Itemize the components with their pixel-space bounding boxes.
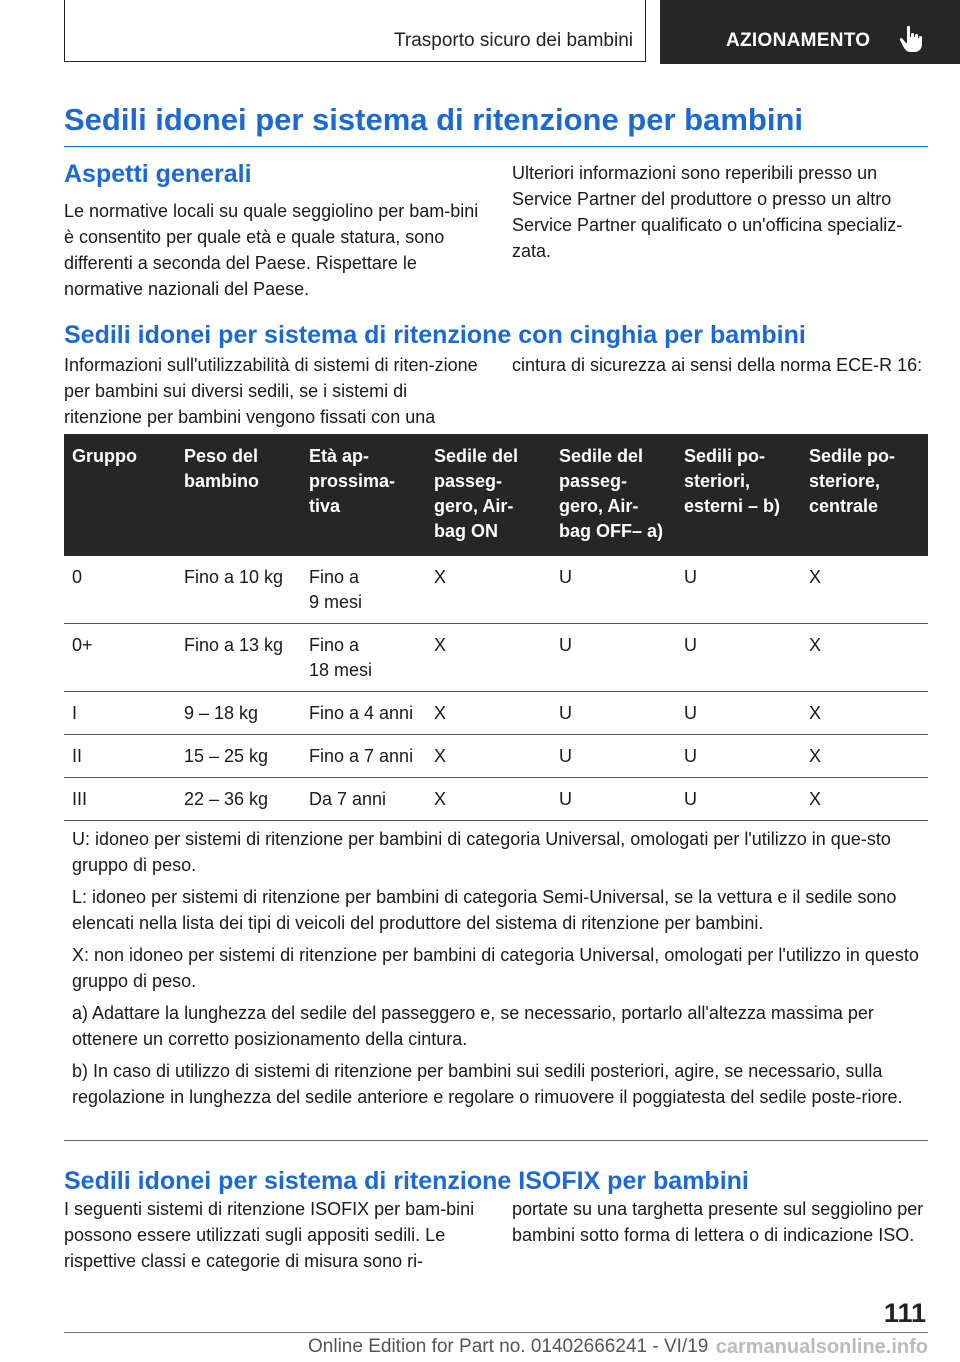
table-cell: X [801, 735, 928, 778]
table-header-cell: Sedile del passeg-gero, Air-bag OFF– a) [551, 434, 676, 556]
table-cell: X [801, 692, 928, 735]
general-heading: Aspetti generali [64, 160, 252, 188]
table-cell: U [551, 735, 676, 778]
table-header-cell: Età ap-prossima-tiva [301, 434, 426, 556]
table-cell: U [551, 624, 676, 692]
table-cell: X [801, 624, 928, 692]
table-cell: U [551, 556, 676, 624]
isofix-right-text: portate su una targhetta presente sul seggiolino per bambini sotto forma di lettera o di indicazione ISO. [512, 1199, 924, 1245]
header-chapter-title: AZIONAMENTO [726, 30, 871, 51]
belt-heading: Sedili idonei per sistema di ritenzione con cinghia per bambini [64, 321, 806, 349]
header-chapter-tab [660, 0, 960, 64]
table-header-cell: Sedili po-steriori, esterni – b) [676, 434, 801, 556]
table-cell: 0+ [64, 624, 176, 692]
table-row [64, 556, 928, 624]
table-cell: 15 – 25 kg [176, 735, 301, 778]
general-right-column [512, 160, 928, 264]
table-cell: U [676, 624, 801, 692]
table-row [64, 778, 928, 821]
table-cell: I [64, 692, 176, 735]
table-cell: 9 – 18 kg [176, 692, 301, 735]
table-cell: Fino a 10 kg [176, 556, 301, 624]
table-header-cell: Sedile del passeg-gero, Air-bag ON [426, 434, 551, 556]
footer-divider [64, 1332, 928, 1333]
table-cell: Fino a 9 mesi [301, 556, 426, 624]
table-cell: Fino a 4 anni [301, 692, 426, 735]
table-cell: 22 – 36 kg [176, 778, 301, 821]
note-x: X: non idoneo per sistemi di ritenzione per bambini di categoria Universal, omologati per l'utilizzo in questo gruppo di peso. [72, 945, 919, 991]
general-left-column [64, 198, 480, 302]
table-header-row [64, 434, 928, 556]
table-cell: X [801, 556, 928, 624]
table-header-cell: Gruppo [64, 434, 176, 556]
notes-divider [64, 1140, 928, 1141]
belt-left-column [64, 352, 484, 430]
page-number: 111 [883, 1298, 926, 1328]
table-row [64, 735, 928, 778]
table-cell: X [426, 735, 551, 778]
table-cell: Fino a 13 kg [176, 624, 301, 692]
table-row [64, 624, 928, 692]
isofix-left-column [64, 1196, 480, 1274]
belt-right-column [512, 352, 924, 378]
table-cell: U [551, 692, 676, 735]
note-l: L: idoneo per sistemi di ritenzione per bambini di categoria Semi-Universal, se la vettura e il sedile sono elencati nella lista dei tipi di veicoli del produttore del sistema di ritenzione per bambini. [72, 887, 897, 933]
table-cell: Da 7 anni [301, 778, 426, 821]
footer-watermark: carmanualsonline.info [715, 1336, 928, 1358]
seat-suitability-table [64, 434, 928, 821]
table-cell: U [676, 778, 801, 821]
isofix-heading: Sedili idonei per sistema di ritenzione ISOFIX per bambini [64, 1167, 749, 1195]
table-cell: II [64, 735, 176, 778]
table-cell: U [676, 735, 801, 778]
page-title: Sedili idonei per sistema di ritenzione per bambini [64, 102, 803, 137]
note-b: b) In caso di utilizzo di sistemi di ritenzione per bambini sui sedili posteriori, agire, se necessario, sulla regolazione in lunghezza del sedile anteriore e regolare o rimuovere il poggiatesta del sedile poste-riore. [72, 1061, 903, 1107]
table-header-cell: Sedile po-steriore, centrale [801, 434, 928, 556]
belt-left-text: Informazioni sull'utilizzabilità di sistemi di riten-zione per bambini sui diversi sedili, se i sistemi di ritenzione per bambini vengono fissati con una [64, 355, 478, 427]
isofix-left-text: I seguenti sistemi di ritenzione ISOFIX per bam-bini possono essere utilizzati sugli appositi sedili. Le rispettive classi e categorie di misura sono ri- [64, 1199, 475, 1271]
table-cell: X [426, 624, 551, 692]
table-cell: Fino a 7 anni [301, 735, 426, 778]
belt-right-text: cintura di sicurezza ai sensi della norma ECE-R 16: [512, 355, 923, 375]
title-divider [64, 146, 928, 147]
note-a: a) Adattare la lunghezza del sedile del passeggero e, se necessario, portarlo all'altezza massima per ottenere un corretto posizionamento della cintura. [72, 1003, 874, 1049]
table-row [64, 692, 928, 735]
pointing-hand-icon [898, 25, 924, 53]
general-right-text: Ulteriori informazioni sono reperibili presso un Service Partner del produttore o presso un altro Service Partner qualificato o un'officina specializ-zata. [512, 163, 903, 261]
table-cell: X [426, 556, 551, 624]
table-cell: III [64, 778, 176, 821]
table-notes [64, 826, 928, 1116]
header-section-title: Trasporto sicuro dei bambini [393, 30, 633, 51]
table-cell: U [676, 556, 801, 624]
general-left-text: Le normative locali su quale seggiolino per bam-bini è consentito per quale età e quale statura, sono differenti a seconda del Paese. Rispettare le normative nazionali del Paese. [64, 201, 479, 299]
table-cell: X [426, 778, 551, 821]
table-header-cell: Peso del bambino [176, 434, 301, 556]
isofix-right-column [512, 1196, 928, 1248]
note-u: U: idoneo per sistemi di ritenzione per bambini di categoria Universal, omologati per l'utilizzo in que-sto gruppo di peso. [72, 829, 891, 875]
table-cell: U [551, 778, 676, 821]
header-section-box [64, 0, 646, 62]
table-cell: X [426, 692, 551, 735]
footer-edition: Online Edition for Part no. 01402666241 - VI/19 [308, 1336, 709, 1357]
table-cell: X [801, 778, 928, 821]
table-cell: Fino a 18 mesi [301, 624, 426, 692]
table-cell: U [676, 692, 801, 735]
table-cell: 0 [64, 556, 176, 624]
